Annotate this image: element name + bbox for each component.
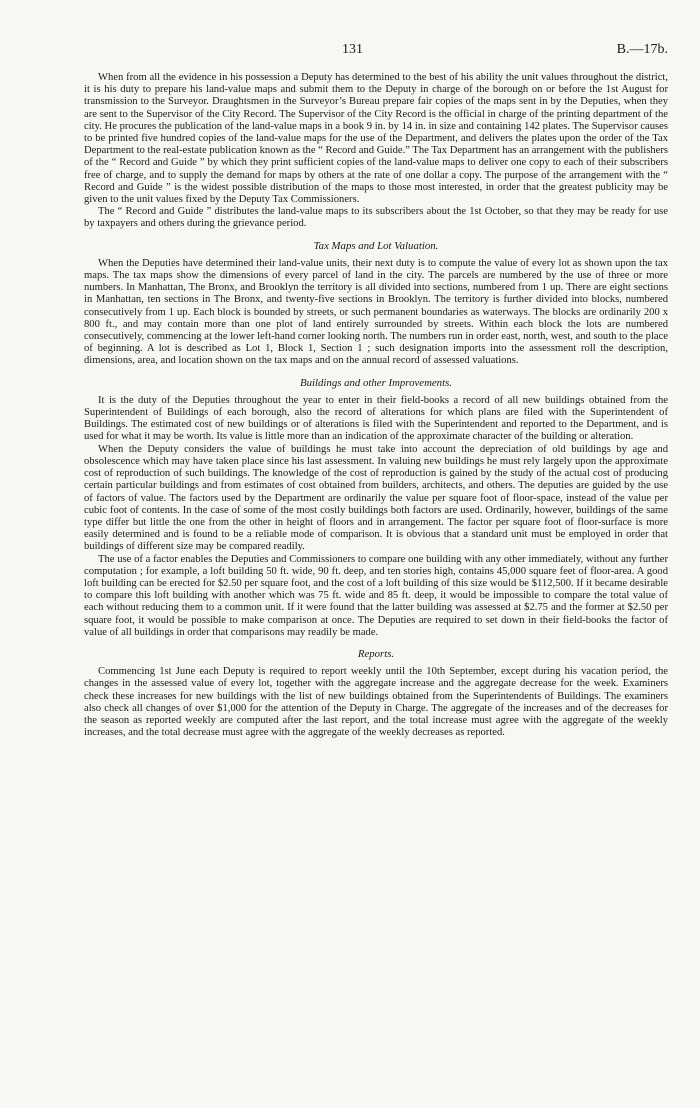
paragraph: It is the duty of the Deputies throughout the year to enter in their field-books a record of all new buildings obtained from the Superintendent of Buildings of each borough, also the record of alterations for which plans are filed with the Superintendent of Buildings. The estimated cost of new buildings or of alterations is filed with the Superintendent and reported to the Department, and is used for what it may be worth. Its value is little more than an indication of the approximate character of the building or alteration.: [84, 394, 668, 443]
tax-maps-section: [84, 240, 668, 368]
document-page: [84, 42, 668, 739]
paragraph: Commencing 1st June each Deputy is required to report weekly until the 10th September, except during his vacation period, the changes in the assessed value of every lot, together with the aggregate increase and the aggregate decrease for the week. Examiners check these increases for new buildings with the list of new buildings obtained from the Superintendents of Buildings. The examiners also check all changes of over $1,000 for the attention of the Deputy in Charge. The aggregate of the increases and of the decreases for the season as reported weekly are computed after the last report, and the total increase must agree with the aggregate of the weekly increases, and the total decrease must agree with the aggregate of the weekly decreases as reported.: [84, 666, 668, 739]
section-heading: Reports.: [357, 647, 395, 660]
buildings-section: [84, 377, 668, 639]
document-body: [84, 72, 668, 739]
reports-section: [84, 648, 668, 739]
paragraph: When the Deputy considers the value of buildings he must take into account the depreciation of old buildings by age and obsolescence which may have taken place since his last assessment. In valuing new buildings he must rely largely upon the approximate cost of reproduction of such buildings. The knowledge of the cost of reproduction is gained by the study of the actual cost of producing certain particular buildings and from estimates of cost obtained from builders, architects, and others. The deputies are guided by the use of factors of value. The factors used by the Department are ordinarily the value per square foot of floor-space, instead of the value per cubic foot of contents. In the case of some of the most costly buildings both factors are used. Ordinarily, however, buildings of the same type differ but little the one from the other in height of floors and in arrangement. The factor per square foot of floor-surface is more easily determined and is found to be a reliable mode of comparison. It is obvious that a standard unit must be employed in order that buildings of different size may be compared readily.: [84, 443, 668, 553]
paragraph: When the Deputies have determined their land-value units, their next duty is to compute the value of every lot as shown upon the tax maps. The tax maps show the dimensions of every parcel of land in the city. The parcels are numbered by the use of three or more numbers. In Manhattan, The Bronx, and Brooklyn the territory is all divided into sections, numbered from 1 up. There are eight sections in Manhattan, ten sections in The Bronx, and twenty-five sections in Brooklyn. The territory is further divided into blocks, numbered consecutively from 1 up. Each block is bounded by streets, or such permanent boundaries as waterways. The blocks are ordinarily 200 x 800 ft., and may contain more than one plot of land entirely surrounded by streets. Within each block the lots are numbered consecutively, commencing at the lower left-hand corner looking north. The numbers run in order east, north, west, and south to the place of beginning. A lot is described as Lot 1, Block 1, Section 1 ; such designation imports into the assessment roll the description, dimensions, area, and location shown on the tax maps and on the annual record of assessed valuations.: [84, 257, 668, 367]
section-heading: Tax Maps and Lot Valuation.: [313, 239, 439, 252]
document-reference: B.—17b.: [616, 42, 668, 57]
section-heading: Buildings and other Improvements.: [300, 376, 452, 389]
paragraph: When from all the evidence in his possession a Deputy has determined to the best of his ability the unit values throughout the district, it is his duty to prepare his land-value maps and submit them to the Deputy in charge of the borough on or before the 1st August for transmission to the Surveyor. Draughtsmen in the Surveyor’s Bureau prepare fair copies of the maps sent in by the Deputies, when they are sent to the Supervisor of the City Record. The Supervisor of the City Record is the official in charge of the printing department of the city. He procures the publication of the land-value maps in a book 9 in. by 14 in. in size and containing 142 plates. The Supervisor causes to be printed five hundred copies of the land-value maps for the use of the Department, and delivers the plates upon the order of the Tax Department to the real-estate publication known as the “ Record and Guide.” The Tax Department has an arrangement with the publishers of the “ Record and Guide ” by which they print sufficient copies of the land-value maps to deliver one copy to each of their subscribers free of charge, and to supply the demand for maps by others at the rate of one dollar a copy. The purpose of the arrangement with the “ Record and Guide ” is the widest possible distribution of the maps to those most interested, in order that the greatest publicity may be given to the unit values fixed by the Deputy Tax Commissioners.: [84, 72, 668, 206]
paragraph: The “ Record and Guide ” distributes the land-value maps to its subscribers about the 1st October, so that they may be ready for use by taxpayers and others during the grievance period.: [84, 206, 668, 230]
page-number: 131: [342, 42, 363, 57]
page-header: [84, 42, 668, 64]
paragraph: The use of a factor enables the Deputies and Commissioners to compare one building with any other immediately, without any further computation ; for example, a loft building 50 ft. wide, 90 ft. deep, and ten stories high, contains 45,000 square feet of floor-area. A good loft building can be erected for $2.50 per square foot, and the cost of a loft building of this size would be $112,500. If it became desirable to compare this loft building with another which was 75 ft. wide and 85 ft. deep, it would be impossible to compare the total value of each without reducing them to a common unit. If it were found that the latter building was assessed at $2.75 and the former at $2.50 per square foot, it would be possible to make comparison at once. The Deputies are required to set down in their field-books the factor of value of all buildings in order that comparisons may readily be made.: [84, 553, 668, 638]
intro-section: [84, 72, 668, 231]
